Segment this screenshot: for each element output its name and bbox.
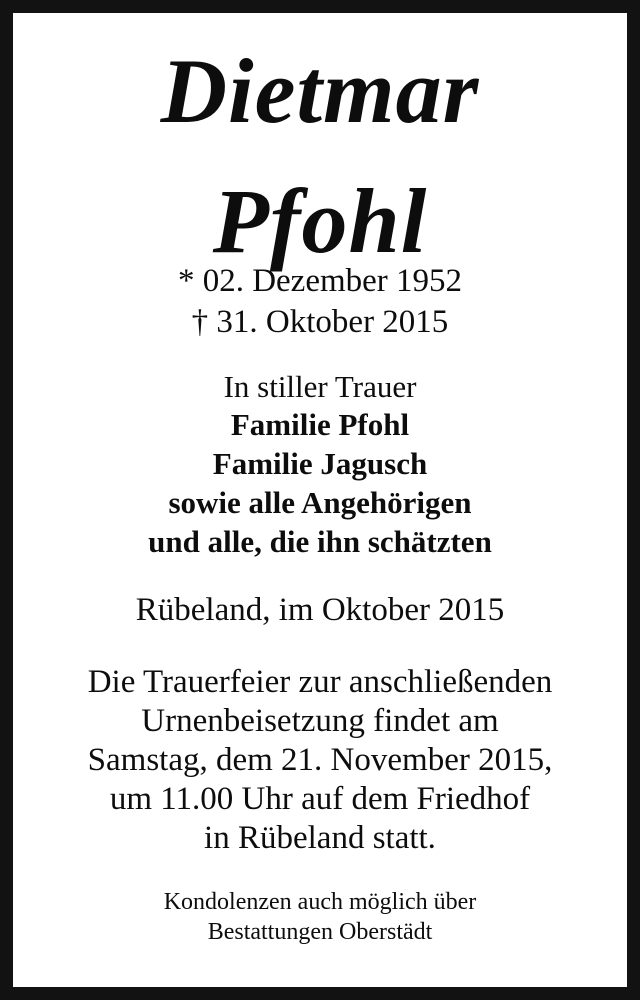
deceased-last-name: Pfohl [212, 170, 428, 272]
service-text-line: Urnenbeisetzung findet am [141, 703, 499, 739]
service-text-line: Samstag, dem 21. November 2015, [87, 742, 553, 778]
mourner-line: Familie Jagusch [212, 446, 428, 481]
mourning-intro: In stiller Trauer [223, 369, 417, 404]
mourner-line: Familie Pfohl [230, 407, 410, 442]
condolence-line: Kondolenzen auch möglich über [163, 889, 477, 915]
mourner-line: sowie alle Angehörigen [168, 485, 472, 520]
service-text-line: in Rübeland statt. [204, 820, 436, 856]
deceased-first-name: Dietmar [160, 40, 480, 142]
mourner-line: und alle, die ihn schätzten [148, 524, 492, 559]
birth-date: * 02. Dezember 1952 [177, 263, 463, 299]
place-and-date: Rübeland, im Oktober 2015 [135, 592, 505, 628]
death-date: † 31. Oktober 2015 [191, 304, 449, 340]
service-text-line: um 11.00 Uhr auf dem Friedhof [109, 781, 531, 817]
service-text-line: Die Trauerfeier zur anschließenden [87, 664, 553, 700]
condolence-line: Bestattungen Oberstädt [207, 919, 433, 945]
